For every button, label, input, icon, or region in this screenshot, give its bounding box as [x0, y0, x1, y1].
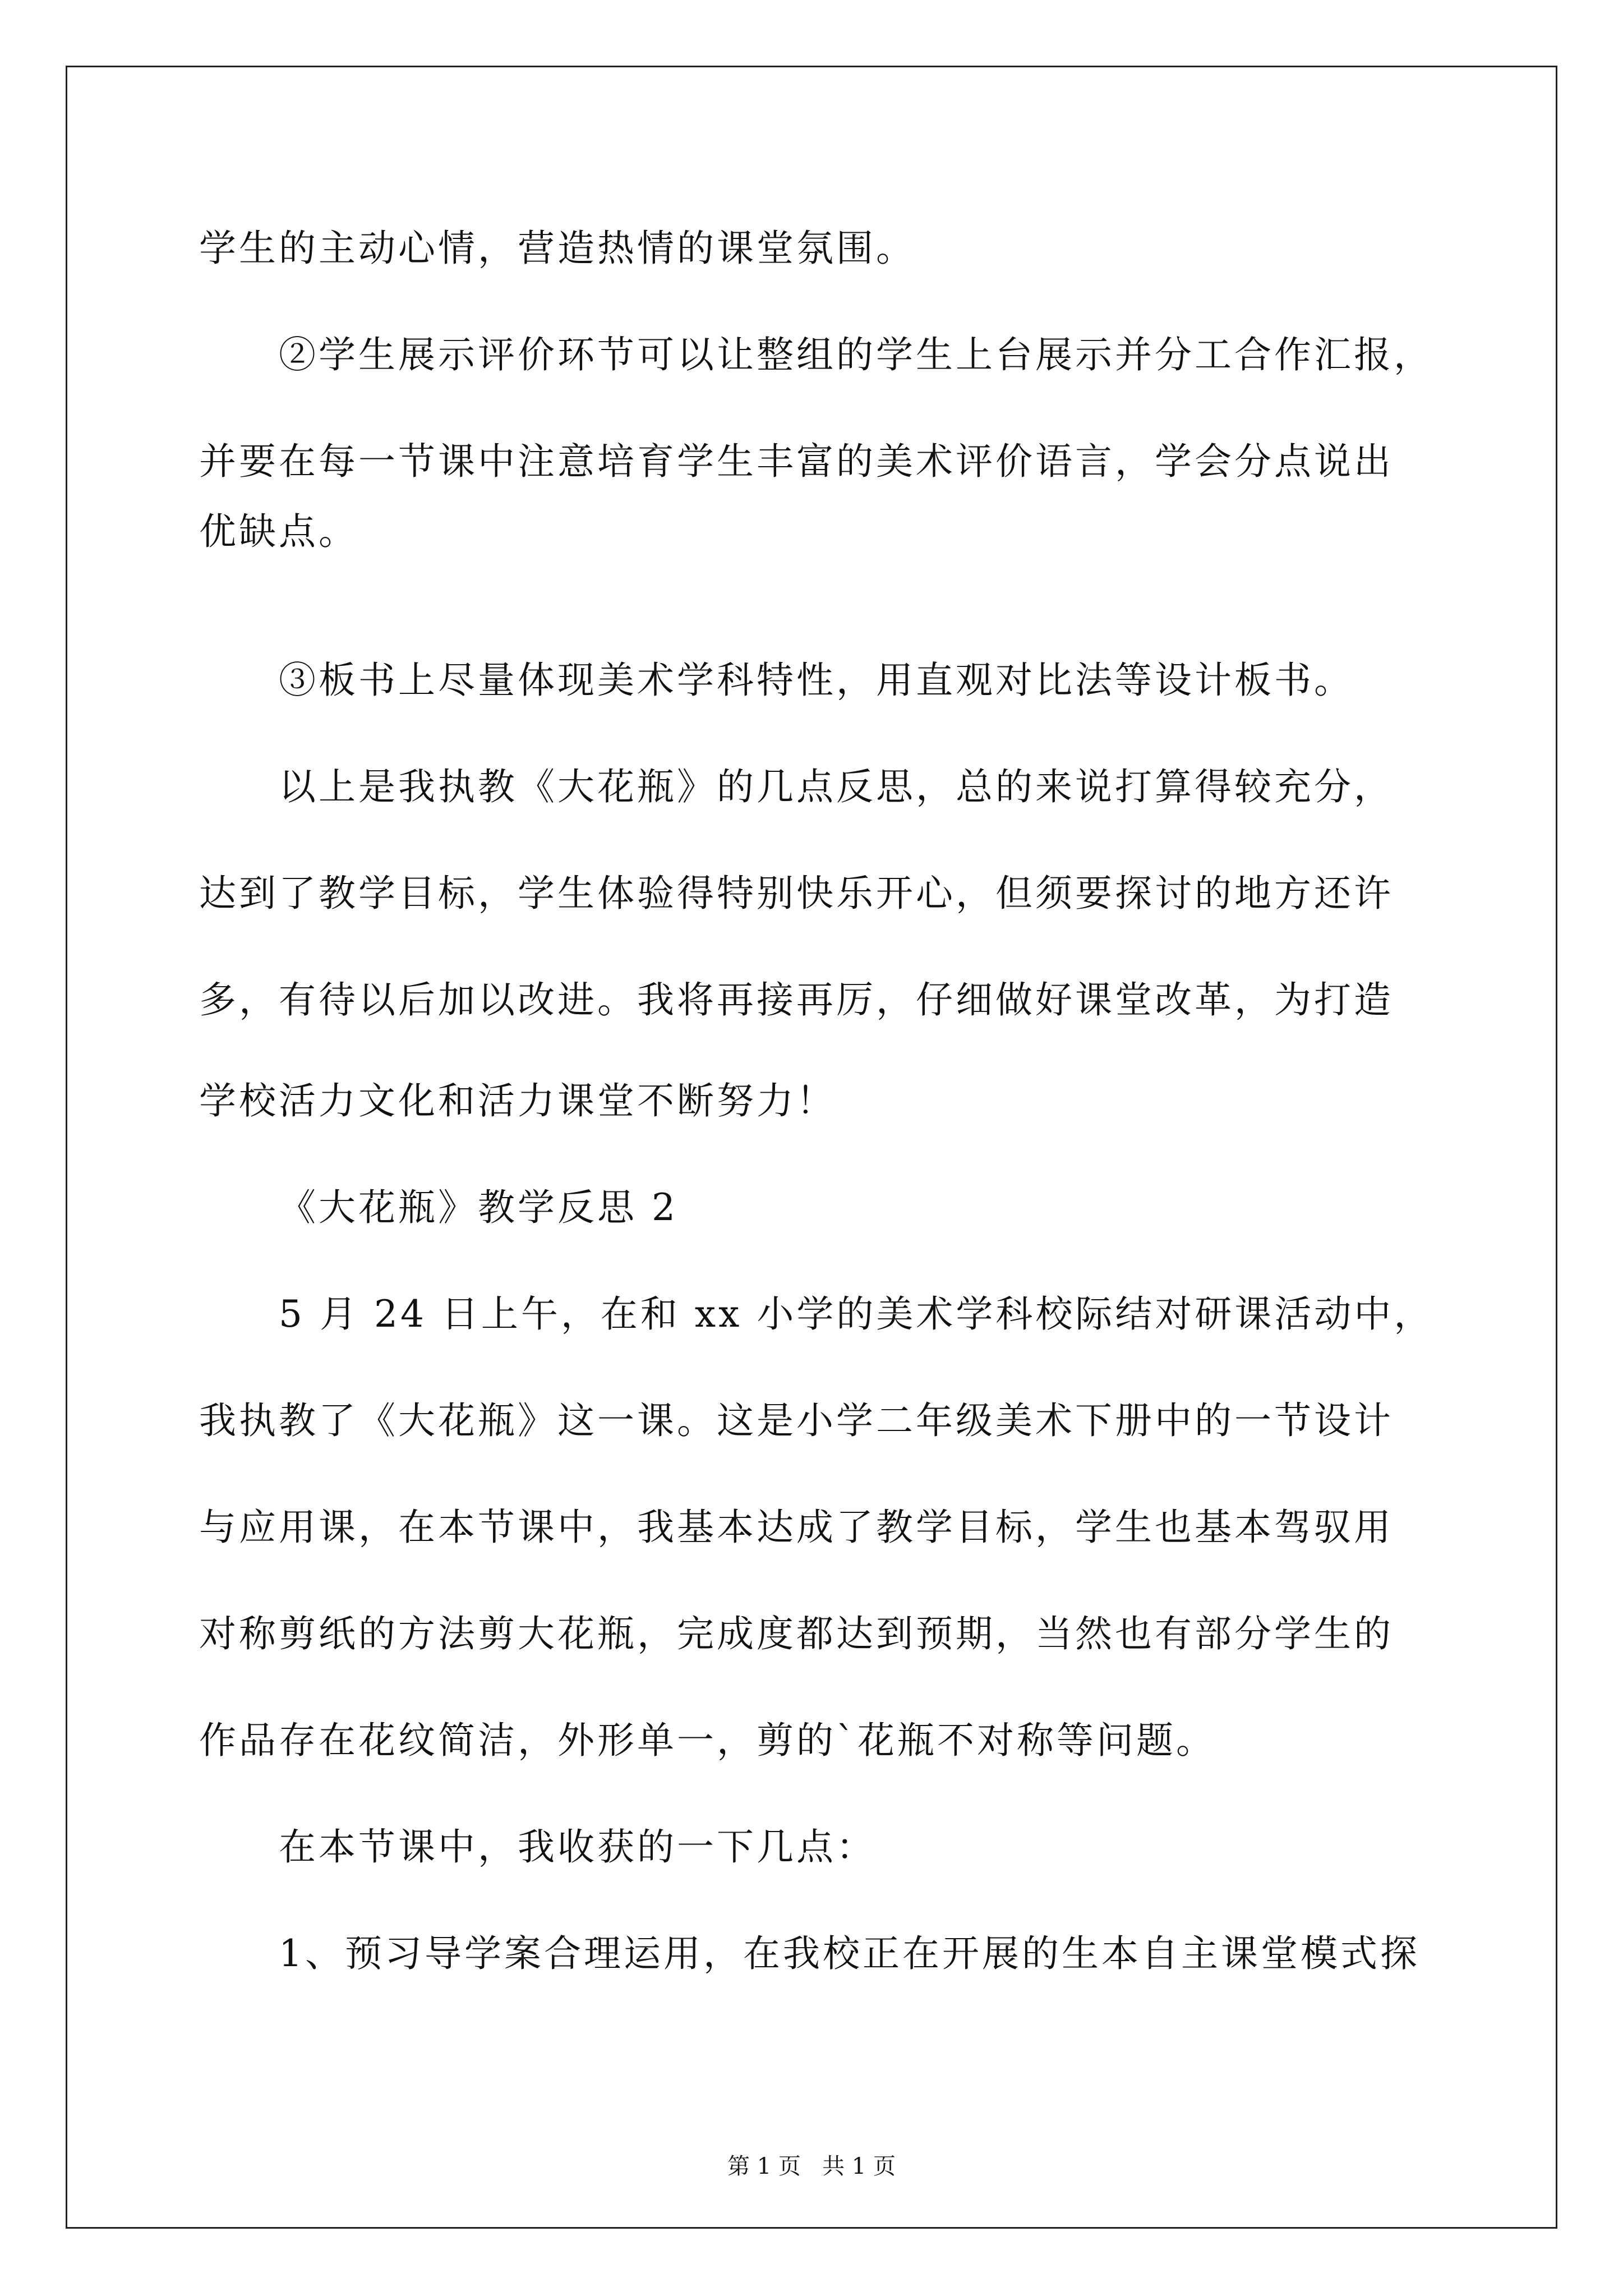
paragraph-line: 并要在每一节课中注意培育学生丰富的美术评价语言，学会分点说出	[199, 440, 1394, 483]
paragraph-line: 优缺点。	[199, 510, 358, 553]
paragraph-line: 以上是我执教《大花瓶》的几点反思，总的来说打算得较充分，	[279, 765, 1394, 808]
paragraph-line: 作品存在花纹简洁，外形单一，剪的`花瓶不对称等问题。	[199, 1719, 1216, 1762]
section-heading: 《大花瓶》教学反思 2	[279, 1186, 678, 1229]
paragraph-line: 达到了教学目标，学生体验得特别快乐开心，但须要探讨的地方还许	[199, 872, 1394, 915]
paragraph-line: 我执教了《大花瓶》这一课。这是小学二年级美术下册中的一节设计	[199, 1399, 1394, 1442]
paragraph-line: 1、预习导学案合理运用，在我校正在开展的生本自主课堂模式探	[279, 1932, 1420, 1975]
paragraph-line: ②学生展示评价环节可以让整组的学生上台展示并分工合作汇报，	[279, 333, 1433, 376]
paragraph-line: ③板书上尽量体现美术学科特性，用直观对比法等设计板书。	[279, 659, 1354, 702]
paragraph-line: 多，有待以后加以改进。我将再接再厉，仔细做好课堂改革，为打造	[199, 978, 1394, 1022]
paragraph-line: 学生的主动心情，营造热情的课堂氛围。	[199, 227, 916, 270]
paragraph-line: 对称剪纸的方法剪大花瓶，完成度都达到预期，当然也有部分学生的	[199, 1612, 1394, 1655]
paragraph-line: 在本节课中，我收获的一下几点：	[279, 1825, 876, 1869]
paragraph-line: 5 月 24 日上午，在和 xx 小学的美术学科校际结对研课活动中，	[279, 1292, 1434, 1336]
paragraph-line: 学校活力文化和活力课堂不断努力！	[199, 1079, 836, 1122]
page-footer: 第 1 页 共 1 页	[727, 2154, 896, 2179]
paragraph-line: 与应用课，在本节课中，我基本达成了教学目标，学生也基本驾驭用	[199, 1506, 1394, 1549]
